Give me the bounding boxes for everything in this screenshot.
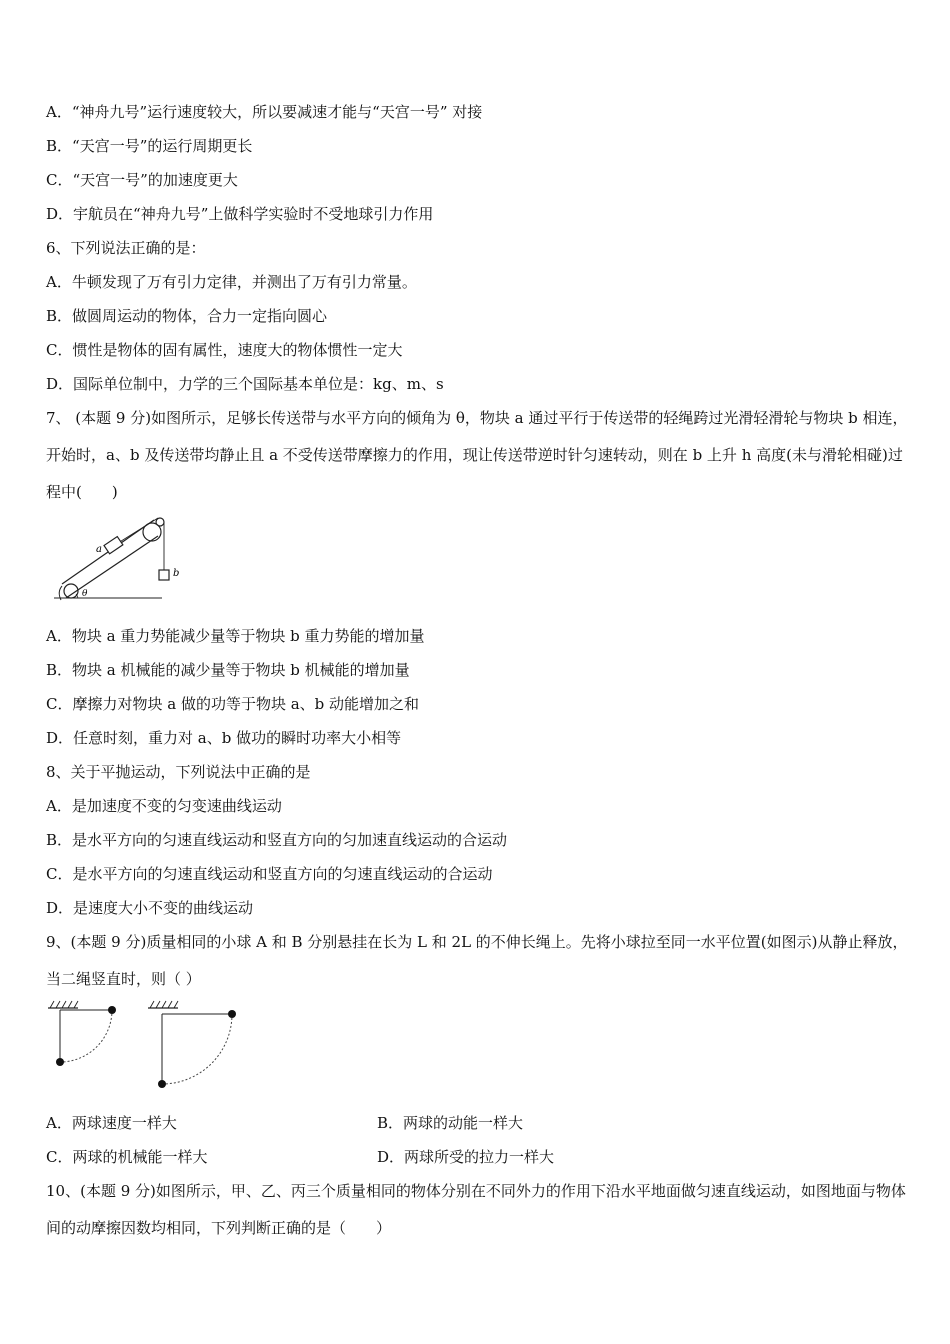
q6-option-d: D．国际单位制中，力学的三个国际基本单位是：kg、m、s [46,375,444,393]
ball-a-start [108,1006,116,1014]
q8-option-d: D．是速度大小不变的曲线运动 [46,899,254,917]
q7-option-c: C．摩擦力对物块 a 做的功等于物块 a、b 动能增加之和 [46,695,420,713]
arc-a [60,1010,112,1062]
label-a: a [96,544,102,555]
q9-option-b: B．两球的动能一样大 [377,1114,524,1132]
block-a [104,537,123,554]
q7-option-a: A．物块 a 重力势能减少量等于物块 b 重力势能的增加量 [46,627,425,645]
q6-stem: 6、下列说法正确的是： [46,239,206,257]
rope-incline [118,518,158,543]
ball-b-bottom [158,1080,166,1088]
block-b [159,570,169,580]
label-b: b [173,568,180,579]
arc-b [162,1014,232,1084]
q8-option-b: B．是水平方向的匀速直线运动和竖直方向的匀加速直线运动的合运动 [46,831,508,849]
q9-option-c: C．两球的机械能一样大 [46,1148,208,1166]
pulley [156,518,164,526]
q10-stem: 10、(本题 9 分)如图所示，甲、乙、丙三个质量相同的物体分别在不同外力的作用下沿水平地面做匀速直线运动，如图地面与物体间的动摩擦因数均相同，下列判断正确的是（ ） [46,1182,906,1237]
q9-option-a: A．两球速度一样大 [46,1114,177,1132]
q5-option-a: A．“神舟九号”运行速度较大，所以要减速才能与“天宫一号” 对接 [46,103,483,121]
ball-b-start [228,1010,236,1018]
q8-option-a: A．是加速度不变的匀变速曲线运动 [46,797,282,815]
pendulum-figure [44,998,254,1094]
q5-option-c: C．“天宫一号”的加速度更大 [46,171,238,189]
q5-option-b: B．“天宫一号”的运行周期更长 [46,137,253,155]
q8-stem: 8、关于平抛运动，下列说法中正确的是 [46,763,311,781]
conveyor-figure [52,514,192,604]
q8-option-c: C．是水平方向的匀速直线运动和竖直方向的匀速直线运动的合运动 [46,865,493,883]
q7-option-d: D．任意时刻，重力对 a、b 做功的瞬时功率大小相等 [46,729,402,747]
ball-a-bottom [56,1058,64,1066]
q9-stem: 9、(本题 9 分)质量相同的小球 A 和 B 分别悬挂在长为 L 和 2L 的不伸长绳上。先将小球拉至同一水平位置(如图示)从静止释放，当二绳竖直时，则（ ） [46,933,908,988]
q6-option-a: A．牛顿发现了万有引力定律，并测出了万有引力常量。 [46,273,417,291]
q5-option-d: D．宇航员在“神舟九号”上做科学实验时不受地球引力作用 [46,205,434,223]
label-theta: θ [82,589,88,599]
q9-option-d: D．两球所受的拉力一样大 [377,1148,555,1166]
q7-stem: 7、 (本题 9 分)如图所示，足够长传送带与水平方向的倾角为 θ，物块 a 通过平行于传送带的轻绳跨过光滑轻滑轮与物块 b 相连，开始时，a、b 及传送带均静止且 a 不受传送带摩擦力的作用，现让传送带逆时针匀速转动，则在 b 上升 h 高度(未与滑轮相碰)过程中( ) [46,409,908,501]
q6-option-c: C．惯性是物体的固有属性，速度大的物体惯性一定大 [46,341,403,359]
q7-option-b: B．物块 a 机械能的减少量等于物块 b 机械能的增加量 [46,661,410,679]
q6-option-b: B．做圆周运动的物体，合力一定指向圆心 [46,307,328,325]
